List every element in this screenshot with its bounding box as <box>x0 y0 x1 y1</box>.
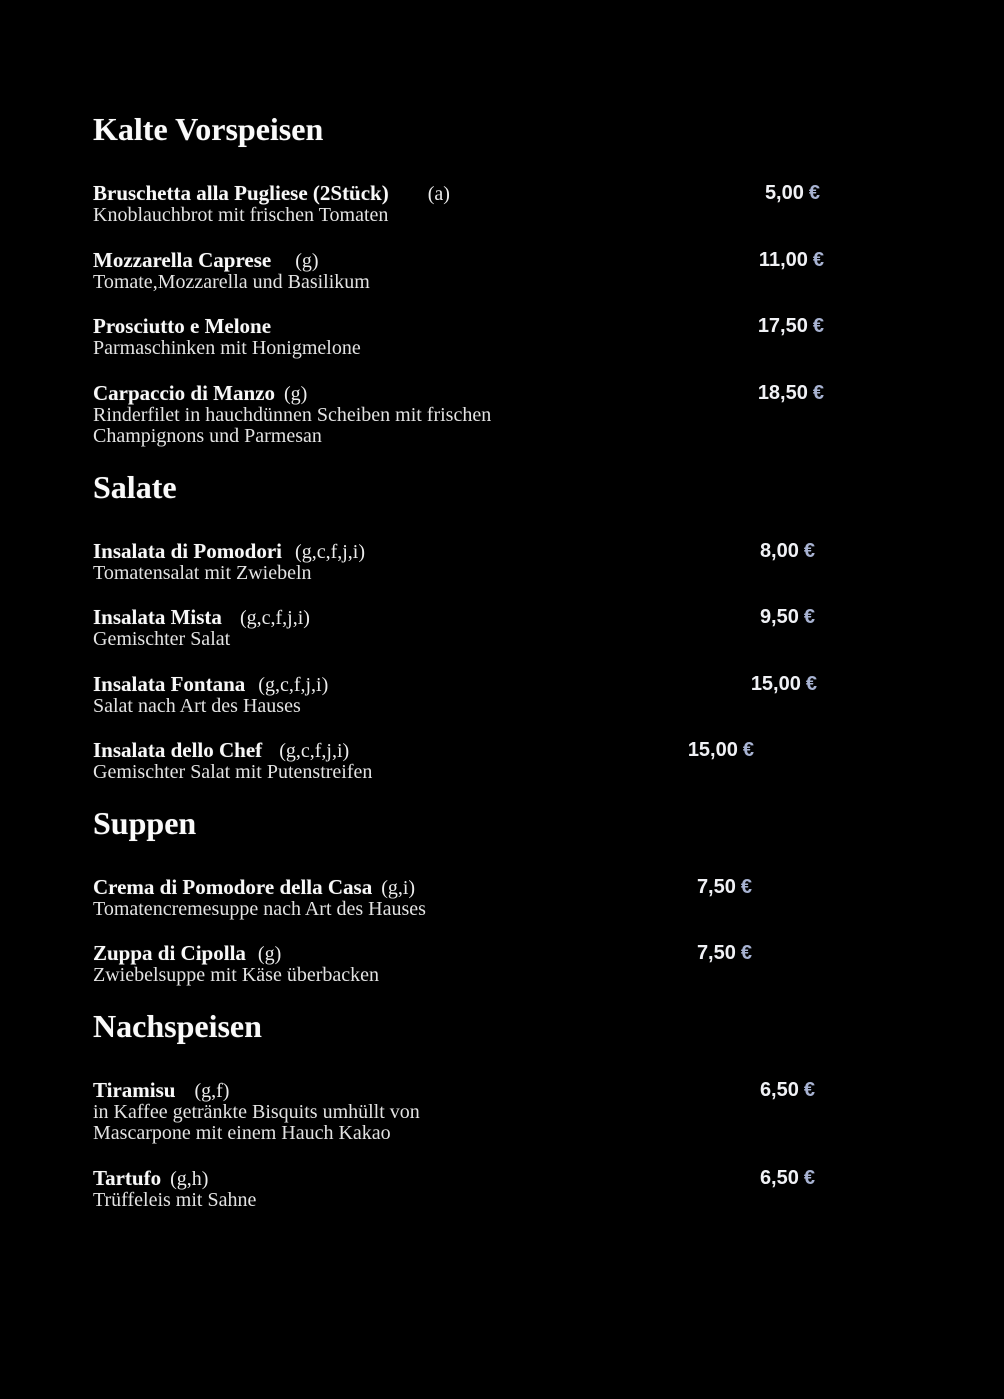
menu-item-row <box>93 606 1004 629</box>
menu-item-row <box>93 942 1004 965</box>
menu-item-allergen-codes: (g) <box>283 382 308 405</box>
menu-item-description <box>93 629 1004 651</box>
menu-item-price <box>760 1079 815 1102</box>
menu-section <box>93 470 1004 784</box>
menu-item <box>93 249 1004 294</box>
menu-item <box>93 540 1004 585</box>
menu-item-row <box>93 673 1004 696</box>
menu-item <box>93 315 1004 360</box>
price-value: 8,00 <box>759 539 799 562</box>
section-title: Nachspeisen <box>93 1007 262 1044</box>
section-title: Suppen <box>93 804 197 841</box>
menu-item-description-line: Tomatencremesuppe nach Art des Hauses <box>93 897 426 920</box>
menu-item-allergen-codes: (g,c,f,j,i) <box>279 740 350 762</box>
menu-item-row <box>93 1079 1004 1102</box>
section-title: Kalte Vorspeisen <box>93 111 324 147</box>
menu-item-row <box>93 540 1004 563</box>
menu-item-description-line: Champignons und Parmesan <box>93 425 322 447</box>
menu-item-allergen-codes: (g) <box>257 943 282 965</box>
menu-item-description-line: Tomatensalat mit Zwiebeln <box>93 561 312 584</box>
menu-item-name: Mozzarella Caprese <box>93 247 272 272</box>
price-value: 7,50 <box>696 875 736 898</box>
menu-item-description-line: Zwiebelsuppe mit Käse überbacken <box>93 964 380 986</box>
price-value: 15,00 <box>687 739 738 761</box>
menu-item-row <box>93 249 1004 272</box>
menu-item-name: Tartufo <box>93 1165 162 1190</box>
price-value: 17,50 <box>757 315 808 337</box>
menu-item-price <box>688 739 754 762</box>
menu-item <box>93 739 1004 784</box>
section-items <box>93 1079 1004 1212</box>
menu-item-price <box>760 1167 815 1190</box>
menu-item-name: Carpaccio di Manzo <box>93 380 275 405</box>
price-value: 6,50 <box>759 1166 799 1189</box>
menu-item <box>93 673 1004 718</box>
menu-item-description <box>93 965 1004 987</box>
menu-item-description <box>93 1102 1004 1145</box>
euro-sign: € <box>805 672 817 695</box>
menu-section <box>93 1009 1004 1212</box>
menu-item-name: Prosciutto e Melone <box>93 314 272 338</box>
menu-item-description <box>93 899 1004 921</box>
menu-item-description-line: Salat nach Art des Hauses <box>93 694 301 717</box>
menu-item-price <box>758 315 824 338</box>
price-value: 6,50 <box>759 1078 799 1101</box>
menu-item-description <box>93 1190 1004 1212</box>
menu-item-description <box>93 762 1004 784</box>
euro-sign: € <box>740 875 752 898</box>
menu-item-row <box>93 1167 1004 1190</box>
menu-item-description-line: Trüffeleis mit Sahne <box>93 1188 257 1211</box>
menu-item-description <box>93 272 1004 294</box>
menu-item-price <box>758 382 824 405</box>
euro-sign: € <box>803 606 815 628</box>
menu-item-price <box>765 182 820 205</box>
menu-item-name: Tiramisu <box>93 1077 176 1102</box>
menu-item-row <box>93 182 1004 205</box>
menu-item-name: Insalata Mista <box>93 605 222 629</box>
price-value: 7,50 <box>696 942 736 964</box>
menu-item <box>93 382 1004 448</box>
euro-sign: € <box>803 1166 815 1189</box>
price-value: 9,50 <box>759 606 799 628</box>
menu-item <box>93 182 1004 227</box>
menu-item-name: Zuppa di Cipolla <box>93 941 246 965</box>
menu-item <box>93 876 1004 921</box>
menu-item-description <box>93 563 1004 585</box>
menu-item-price <box>760 606 815 629</box>
euro-sign: € <box>812 315 824 337</box>
menu-item-description <box>93 338 1004 360</box>
menu-section <box>93 806 1004 987</box>
price-value: 18,50 <box>757 381 808 404</box>
menu-item <box>93 942 1004 987</box>
menu-item-description <box>93 696 1004 718</box>
menu-item <box>93 1167 1004 1212</box>
menu-item-description <box>93 405 1004 448</box>
menu-item-price <box>751 673 817 696</box>
section-items <box>93 182 1004 448</box>
menu-item-description-line: Knoblauchbrot mit frischen Tomaten <box>93 204 389 226</box>
menu-item-name: Insalata di Pomodori <box>93 538 283 563</box>
menu-item-price <box>760 540 815 563</box>
menu-item-row <box>93 382 1004 405</box>
euro-sign: € <box>742 739 754 761</box>
section-items <box>93 540 1004 784</box>
menu-item-allergen-codes: (g,c,f,j,i) <box>258 673 329 696</box>
menu-item <box>93 1079 1004 1145</box>
price-value: 5,00 <box>764 182 804 204</box>
menu-item-allergen-codes: (g,h) <box>170 1167 209 1190</box>
euro-sign: € <box>812 248 824 271</box>
euro-sign: € <box>740 942 752 964</box>
menu-item-description-line: Gemischter Salat mit Putenstreifen <box>93 761 373 783</box>
menu-item-description-line: Parmaschinken mit Honigmelone <box>93 337 361 359</box>
menu-item-name: Insalata Fontana <box>93 671 246 696</box>
menu-item <box>93 606 1004 651</box>
menu-item-allergen-codes: (a) <box>427 183 450 205</box>
menu-item-allergen-codes: (g,f) <box>194 1079 230 1102</box>
euro-sign: € <box>812 381 824 404</box>
menu-item-row <box>93 876 1004 899</box>
menu-item-price <box>759 249 824 272</box>
menu-item-row <box>93 739 1004 762</box>
euro-sign: € <box>803 539 815 562</box>
price-value: 11,00 <box>758 248 808 271</box>
menu-item-allergen-codes: (g,c,f,j,i) <box>295 540 366 563</box>
menu-item-name: Bruschetta alla Pugliese (2Stück) <box>93 181 389 205</box>
menu-item-allergen-codes: (g,c,f,j,i) <box>239 607 310 629</box>
menu-item-description-line: Gemischter Salat <box>93 628 231 650</box>
euro-sign: € <box>803 1078 815 1101</box>
menu-item-description-line: Rinderfilet in hauchdünnen Scheiben mit frischen <box>93 403 492 426</box>
section-items <box>93 876 1004 987</box>
menu-item-description <box>93 205 1004 227</box>
menu-item-description-line: in Kaffee getränkte Bisquits umhüllt von <box>93 1100 420 1123</box>
menu-item-price <box>697 876 752 899</box>
section-title: Salate <box>93 468 177 505</box>
menu-section <box>93 112 1004 448</box>
menu-item-allergen-codes: (g) <box>295 249 319 272</box>
price-value: 15,00 <box>750 672 801 695</box>
menu-item-description-line: Tomate,Mozzarella und Basilikum <box>93 270 370 293</box>
menu-item-name: Crema di Pomodore della Casa <box>93 874 373 899</box>
menu-item-price <box>697 942 752 965</box>
menu-item-row <box>93 315 1004 338</box>
menu-item-name: Insalata dello Chef <box>93 738 263 762</box>
euro-sign: € <box>808 182 820 204</box>
menu-item-description-line: Mascarpone mit einem Hauch Kakao <box>93 1122 391 1144</box>
menu-item-allergen-codes: (g,i) <box>381 876 416 899</box>
